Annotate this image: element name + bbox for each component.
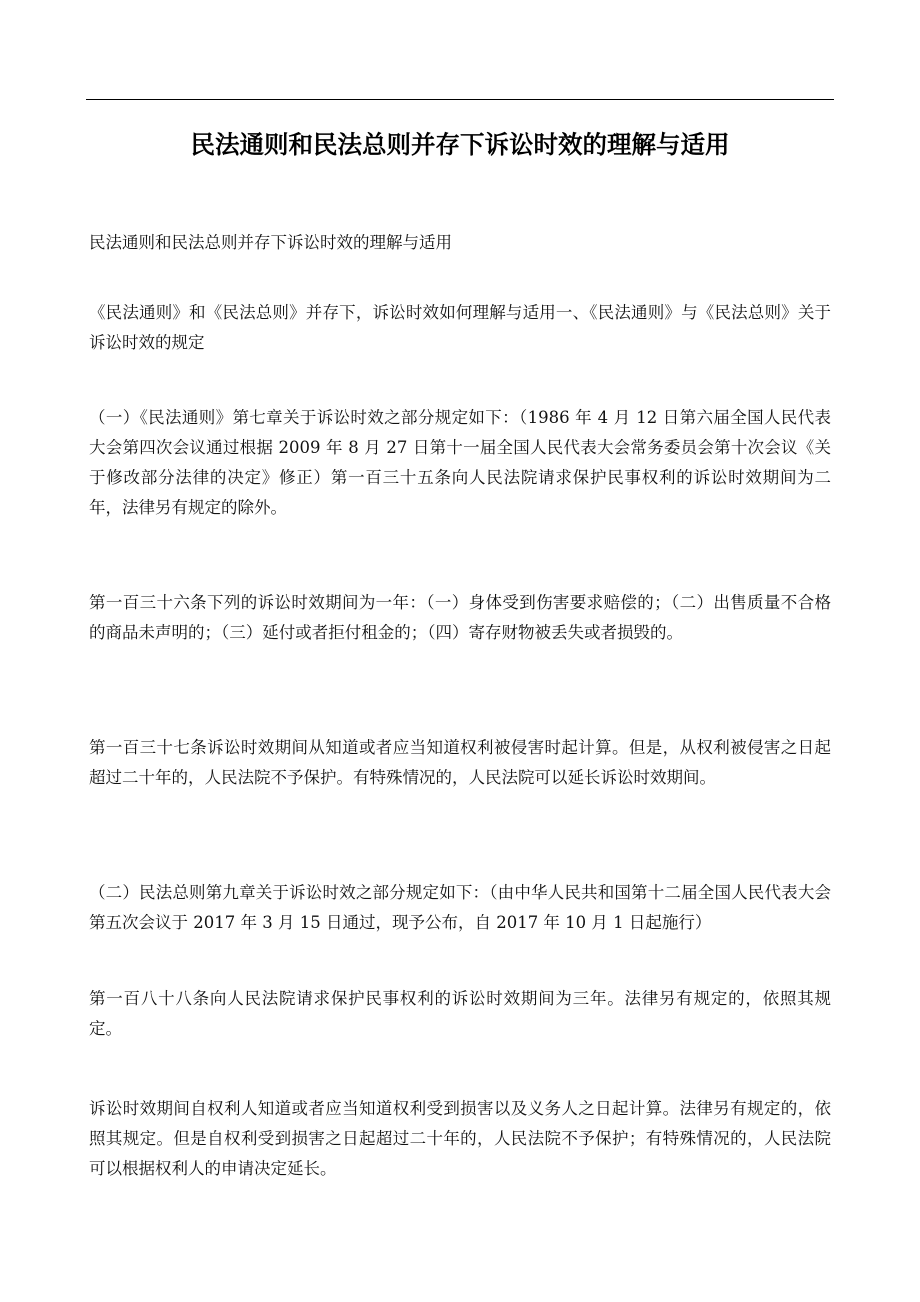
document-body [89,588,831,648]
document-body [89,403,831,523]
paragraph-subtitle: 民法通则和民法总则并存下诉讼时效的理解与适用 [89,233,452,252]
document-body [89,298,831,358]
document-body [89,984,831,1044]
paragraph-limitation-start: 诉讼时效期间自权利人知道或者应当知道权利受到损害以及义务人之日起计算。法律另有规定的，依照其规定。但是自权利受到损害之日起超过二十年的，人民法院不予保护；有特殊情况的，人民法院可以根据权利人的申请决定延长。 [89,1099,831,1178]
document-title: 民法通则和民法总则并存下诉讼时效的理解与适用 [190,130,730,159]
paragraph-article-188: 第一百八十八条向人民法院请求保护民事权利的诉讼时效期间为三年。法律另有规定的，依照其规定。 [89,989,831,1038]
header-rule [86,99,834,100]
document-body [89,1094,831,1184]
paragraph-article-136: 第一百三十六条下列的诉讼时效期间为一年：（一）身体受到伤害要求赔偿的；（二）出售质量不合格的商品未声明的；（三）延付或者拒付租金的；（四）寄存财物被丢失或者损毁的。 [89,593,831,642]
paragraph-intro: 《民法通则》和《民法总则》并存下，诉讼时效如何理解与适用一、《民法通则》与《民法总则》关于诉讼时效的规定 [89,303,831,352]
paragraph-civil-law-general-principles: （一）《民法通则》第七章关于诉讼时效之部分规定如下：（1986 年 4 月 12 日第六届全国人民代表大会第四次会议通过根据 2009 年 8 月 27 日第十一届全国人民代表大会常务委员会第十次会议《关于修改部分法律的决定》修正）第一百三十五条向人民法院请求保护民事权利的诉讼时效期间为二年，法律另有规定的除外。 [89,408,831,517]
paragraph-article-137: 第一百三十七条诉讼时效期间从知道或者应当知道权利被侵害时起计算。但是，从权利被侵害之日起超过二十年的，人民法院不予保护。有特殊情况的，人民法院可以延长诉讼时效期间。 [89,738,831,787]
paragraph-general-provisions-chapter-9: （二）民法总则第九章关于诉讼时效之部分规定如下：（由中华人民共和国第十二届全国人民代表大会第五次会议于 2017 年 3 月 15 日通过，现予公布，自 2017 年 10 月 1 日起施行） [89,883,831,932]
document-body [89,878,831,938]
document-body [89,733,831,793]
document-body [89,228,831,258]
